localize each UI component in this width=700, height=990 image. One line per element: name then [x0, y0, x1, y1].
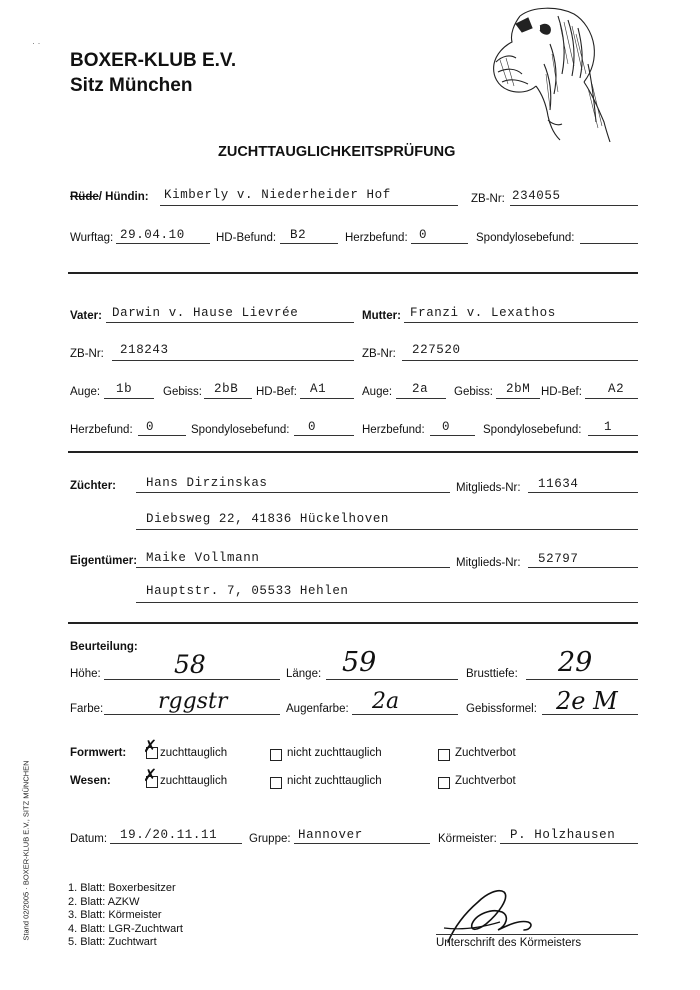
vater-line	[106, 322, 354, 323]
vater-herz-label: Herzbefund:	[70, 424, 133, 436]
gruppe-value[interactable]: Hannover	[298, 828, 363, 842]
hd-line	[280, 243, 338, 244]
vater-name[interactable]: Darwin v. Hause Lievrée	[112, 306, 299, 320]
mutter-hd-label: HD-Bef:	[541, 386, 582, 398]
vater-zb-label: ZB-Nr:	[70, 348, 104, 360]
stray-mark: · ·	[32, 38, 41, 48]
dog-zb-line	[510, 205, 638, 206]
formwert-label: Formwert:	[70, 747, 127, 759]
datum-line	[110, 843, 242, 844]
side-note: Stand 02/2005 · BOXER-KLUB E.V., SITZ MÜNCHEN	[21, 760, 31, 941]
spond-label: Spondylosebefund:	[476, 232, 575, 244]
gruppe-label: Gruppe:	[249, 833, 291, 845]
brust-label: Brusttiefe:	[466, 668, 518, 680]
laenge-label: Länge:	[286, 668, 322, 680]
vater-auge-line	[104, 398, 154, 399]
gebissformel-value[interactable]: 2e M	[556, 687, 618, 715]
divider-2	[68, 451, 638, 453]
wurftag-line	[116, 243, 210, 244]
zuechter-name[interactable]: Hans Dirzinskas	[146, 476, 268, 490]
hd-label: HD-Befund:	[216, 232, 277, 244]
mutter-auge-label: Auge:	[362, 386, 393, 398]
wurftag-value[interactable]: 29.04.10	[120, 228, 185, 242]
koermeister-value[interactable]: P. Holzhausen	[510, 828, 616, 842]
wurftag-label: Wurftag:	[70, 232, 114, 244]
gruppe-line	[294, 843, 430, 844]
eigentuemer-mitglied-line	[528, 567, 638, 568]
vater-hd-label: HD-Bef:	[256, 386, 297, 398]
club-name: BOXER-KLUB E.V.	[70, 50, 237, 71]
mutter-gebiss-label: Gebiss:	[454, 386, 493, 398]
ruede-label-struck: Rüde	[70, 191, 99, 203]
wesen-zuchttauglich-label: zuchttauglich	[160, 775, 228, 787]
formwert-nicht-zuchttauglich-label: nicht zuchttauglich	[287, 747, 382, 759]
brust-value[interactable]: 29	[558, 647, 593, 678]
dog-name-line	[160, 205, 458, 206]
datum-value[interactable]: 19./20.11.11	[120, 828, 218, 842]
vater-gebiss-label: Gebiss:	[163, 386, 202, 398]
laenge-line	[326, 679, 458, 680]
wesen-zuchtverbot-checkbox[interactable]	[438, 777, 450, 789]
augenfarbe-line	[352, 714, 458, 715]
wesen-nicht-zuchttauglich-checkbox[interactable]	[270, 777, 282, 789]
vater-auge-label: Auge:	[70, 386, 101, 398]
vater-hd-line	[300, 398, 354, 399]
hd-value[interactable]: B2	[290, 228, 307, 242]
wesen-checkmark-icon: ✗	[143, 766, 158, 786]
vater-spond-label: Spondylosebefund:	[191, 424, 290, 436]
brust-line	[526, 679, 638, 680]
hoehe-label: Höhe:	[70, 668, 101, 680]
mutter-label: Mutter:	[362, 310, 401, 322]
eigentuemer-mitglied[interactable]: 52797	[538, 552, 579, 566]
wesen-label: Wesen:	[70, 775, 111, 787]
farbe-value[interactable]: rggstr	[158, 689, 228, 714]
mutter-spond-line	[588, 435, 638, 436]
vater-auge[interactable]: 1b	[116, 382, 133, 396]
dog-zb[interactable]: 234055	[512, 189, 561, 203]
mutter-name[interactable]: Franzi v. Lexathos	[410, 306, 556, 320]
farbe-line	[104, 714, 280, 715]
wesen-nicht-zuchttauglich-label: nicht zuchttauglich	[287, 775, 382, 787]
vater-zb-line	[112, 360, 354, 361]
vater-herz-line	[138, 435, 186, 436]
divider-1	[68, 272, 638, 274]
vater-hd[interactable]: A1	[310, 382, 327, 396]
eigentuemer-label: Eigentümer:	[70, 555, 138, 567]
herz-line	[411, 243, 468, 244]
boxer-dog-logo	[488, 4, 618, 144]
formwert-nicht-zuchttauglich-checkbox[interactable]	[270, 749, 282, 761]
mutter-zb[interactable]: 227520	[412, 343, 461, 357]
formwert-zuchttauglich-label: zuchttauglich	[160, 747, 228, 759]
zuechter-name-line	[136, 492, 450, 493]
formwert-zuchtverbot-checkbox[interactable]	[438, 749, 450, 761]
distribution-list	[68, 882, 183, 950]
datum-label: Datum:	[70, 833, 108, 845]
form-title: ZUCHTTAUGLICHKEITSPRÜFUNG	[218, 144, 456, 160]
koermeister-line	[500, 843, 638, 844]
hoehe-line	[104, 679, 280, 680]
zb-label: ZB-Nr:	[471, 193, 505, 205]
augenfarbe-value[interactable]: 2a	[372, 689, 400, 714]
mutter-herz-label: Herzbefund:	[362, 424, 425, 436]
vater-spond[interactable]: 0	[308, 420, 317, 434]
mutter-herz-line	[430, 435, 475, 436]
eigentuemer-name[interactable]: Maike Vollmann	[146, 551, 260, 565]
vater-herz[interactable]: 0	[146, 420, 155, 434]
hoehe-value[interactable]: 58	[174, 650, 206, 679]
zuechter-mitglied[interactable]: 11634	[538, 477, 579, 491]
mutter-zb-label: ZB-Nr:	[362, 348, 396, 360]
club-seat: Sitz München	[70, 75, 193, 96]
gebissformel-line	[542, 714, 638, 715]
koermeister-label: Körmeister:	[438, 833, 497, 845]
mutter-hd[interactable]: A2	[608, 382, 625, 396]
vater-gebiss[interactable]: 2bB	[214, 382, 239, 396]
beurteilung-title: Beurteilung:	[70, 641, 138, 653]
signature-label: Unterschrift des Körmeisters	[436, 937, 582, 949]
vater-zb[interactable]: 218243	[120, 343, 169, 357]
eigentuemer-address[interactable]: Hauptstr. 7, 05533 Hehlen	[146, 584, 349, 598]
herz-label: Herzbefund:	[345, 232, 408, 244]
mutter-gebiss-line	[496, 398, 540, 399]
mutter-spond[interactable]: 1	[604, 420, 613, 434]
vater-gebiss-line	[204, 398, 252, 399]
mutter-zb-line	[402, 360, 638, 361]
divider-3	[68, 622, 638, 624]
gebissformel-label: Gebissformel:	[466, 703, 537, 715]
signature-line[interactable]	[436, 934, 638, 935]
list-item: 4. Blatt: LGR-Zuchtwart	[68, 922, 183, 935]
zuechter-mitglied-label: Mitglieds-Nr:	[456, 482, 521, 494]
spond-line[interactable]	[580, 243, 638, 244]
dog-name[interactable]: Kimberly v. Niederheider Hof	[164, 188, 391, 202]
ruede-huendin-label	[70, 191, 149, 203]
mutter-auge[interactable]: 2a	[412, 382, 429, 396]
mutter-spond-label: Spondylosebefund:	[483, 424, 582, 436]
mutter-auge-line	[396, 398, 446, 399]
huendin-label: / Hündin:	[98, 191, 149, 203]
wesen-zuchtverbot-label: Zuchtverbot	[455, 775, 516, 787]
formwert-zuchtverbot-label: Zuchtverbot	[455, 747, 516, 759]
zuechter-address[interactable]: Diebsweg 22, 41836 Hückelhoven	[146, 512, 390, 526]
zuechter-label: Züchter:	[70, 480, 116, 492]
eigentuemer-name-line	[136, 567, 450, 568]
zuechter-address-line	[136, 529, 638, 530]
mutter-herz[interactable]: 0	[442, 420, 451, 434]
herz-value[interactable]: 0	[419, 228, 428, 242]
laenge-value[interactable]: 59	[342, 647, 377, 678]
eigentuemer-mitglied-label: Mitglieds-Nr:	[456, 557, 521, 569]
augenfarbe-label: Augenfarbe:	[286, 703, 349, 715]
formwert-checkmark-icon: ✗	[143, 737, 158, 757]
list-item: 2. Blatt: AZKW	[68, 895, 140, 908]
mutter-gebiss[interactable]: 2bM	[506, 382, 531, 396]
eigentuemer-address-line	[136, 602, 638, 603]
list-item: 5. Blatt: Zuchtwart	[68, 936, 157, 948]
vater-spond-line	[294, 435, 354, 436]
farbe-label: Farbe:	[70, 703, 104, 715]
mutter-hd-line	[585, 398, 638, 399]
vater-label: Vater:	[70, 310, 102, 322]
list-item: 1. Blatt: Boxerbesitzer	[68, 882, 176, 894]
list-item: 3. Blatt: Körmeister	[68, 909, 162, 921]
mutter-line	[404, 322, 638, 323]
zuechter-mitglied-line	[528, 492, 638, 493]
